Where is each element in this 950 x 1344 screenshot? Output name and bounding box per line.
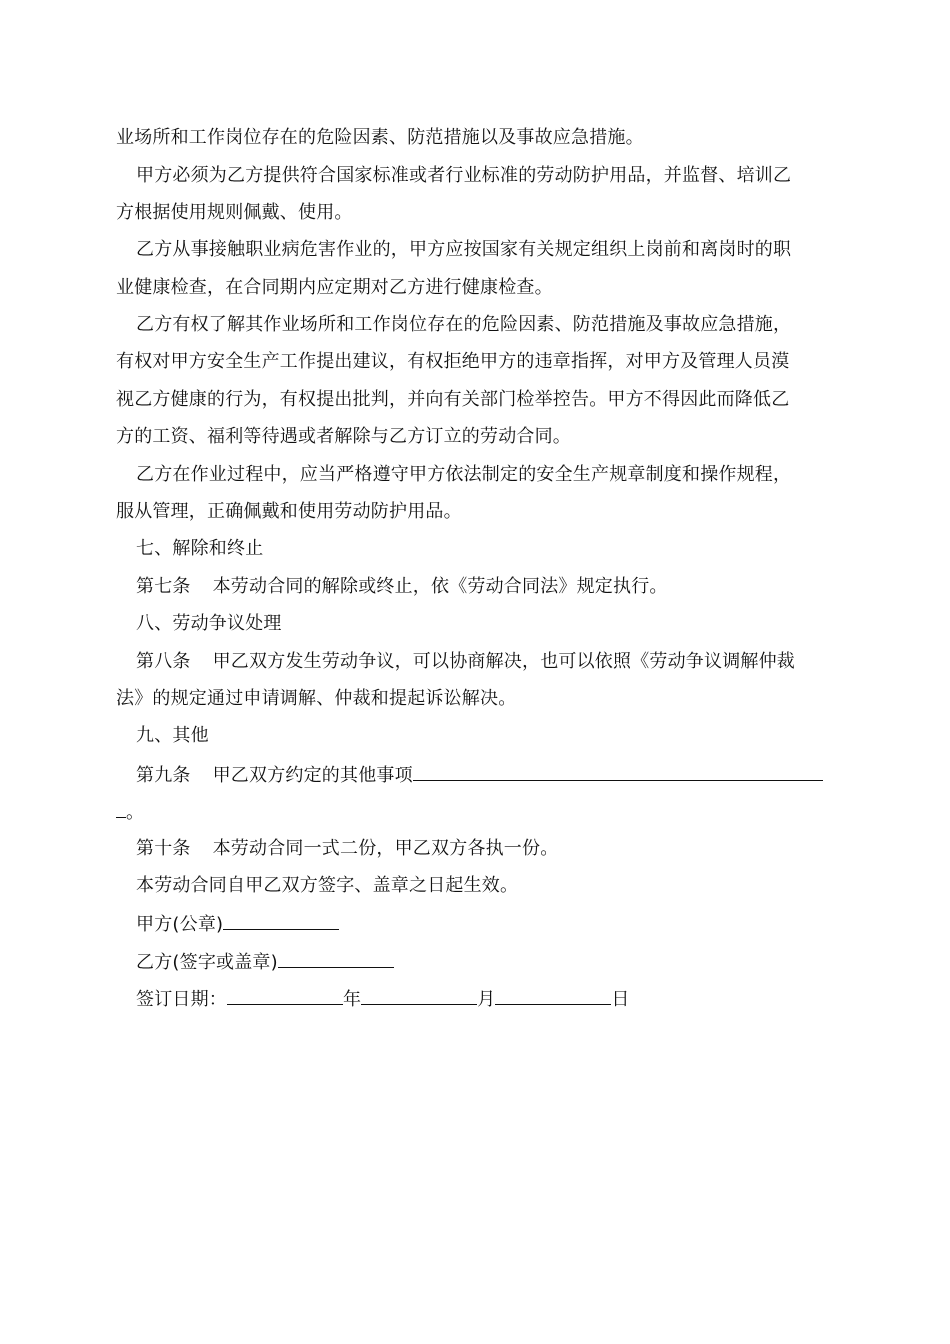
paragraph-line: 甲方必须为乙方提供符合国家标准或者行业标准的劳动防护用品，并监督、培训乙 <box>136 165 792 186</box>
paragraph-line: 乙方在作业过程中，应当严格遵守甲方依法制定的安全生产规章制度和操作规程， <box>136 464 792 485</box>
article-text: 本劳动合同一式二份，甲乙双方各执一份。 <box>212 838 559 859</box>
article-label: 第七条 <box>136 576 191 597</box>
day-blank[interactable] <box>495 986 611 1005</box>
period: 。 <box>126 802 145 823</box>
month-label: 月 <box>477 989 496 1010</box>
sign-date-label: 签订日期： <box>136 989 227 1010</box>
paragraph-line: 法》的规定通过申请调解、仲裁和提起诉讼解决。 <box>116 688 517 709</box>
paragraph-line: 方根据使用规则佩戴、使用。 <box>116 202 353 223</box>
article-label: 第九条 <box>136 765 191 786</box>
party-b-label: 乙方(签字或盖章) <box>136 952 278 973</box>
article-text: 甲乙双方约定的其他事项 <box>212 765 413 786</box>
article-10 <box>136 837 856 861</box>
paragraph-line: 业场所和工作岗位存在的危险因素、防范措施以及事故应急措施。 <box>116 127 644 148</box>
other-matters-blank-cont[interactable] <box>116 799 126 818</box>
year-label: 年 <box>343 989 362 1010</box>
other-matters-blank[interactable] <box>413 762 823 781</box>
section-heading: 九、其他 <box>136 725 209 746</box>
paragraph-line: 乙方从事接触职业病危害作业的，甲方应按国家有关规定组织上岗前和离岗时的职 <box>136 239 792 260</box>
article-label: 第十条 <box>136 838 191 859</box>
paragraph-line: 方的工资、福利等待遇或者解除与乙方订立的劳动合同。 <box>116 426 571 447</box>
paragraph-line: 业健康检查，在合同期内应定期对乙方进行健康检查。 <box>116 277 553 298</box>
party-a-label: 甲方(公章) <box>136 914 224 935</box>
party-b-signature <box>136 949 856 975</box>
month-blank[interactable] <box>361 986 477 1005</box>
article-8 <box>136 650 856 674</box>
paragraph-line: 有权对甲方安全生产工作提出建议，有权拒绝甲方的违章指挥，对甲方及管理人员漠 <box>116 351 790 372</box>
day-label: 日 <box>611 989 630 1010</box>
article-text: 本劳动合同的解除或终止，依《劳动合同法》规定执行。 <box>212 576 668 597</box>
article-7 <box>136 575 856 599</box>
paragraph-line: 服从管理，正确佩戴和使用劳动防护用品。 <box>116 501 462 522</box>
party-a-signature <box>136 911 856 937</box>
article-9 <box>136 762 856 788</box>
article-9-end <box>116 799 836 825</box>
party-a-blank[interactable] <box>223 911 339 930</box>
article-label: 第八条 <box>136 651 191 672</box>
party-b-blank[interactable] <box>278 949 394 968</box>
paragraph-line: 视乙方健康的行为，有权提出批判，并向有关部门检举控告。甲方不得因此而降低乙 <box>116 389 790 410</box>
effective-clause: 本劳动合同自甲乙双方签字、盖章之日起生效。 <box>136 875 519 896</box>
year-blank[interactable] <box>227 986 343 1005</box>
paragraph-line: 乙方有权了解其作业场所和工作岗位存在的危险因素、防范措施及事故应急措施， <box>136 314 792 335</box>
section-heading: 七、解除和终止 <box>136 538 264 559</box>
article-text: 甲乙双方发生劳动争议，可以协商解决，也可以依照《劳动争议调解仲裁 <box>212 651 796 672</box>
sign-date-row <box>136 986 856 1012</box>
section-heading: 八、劳动争议处理 <box>136 613 282 634</box>
